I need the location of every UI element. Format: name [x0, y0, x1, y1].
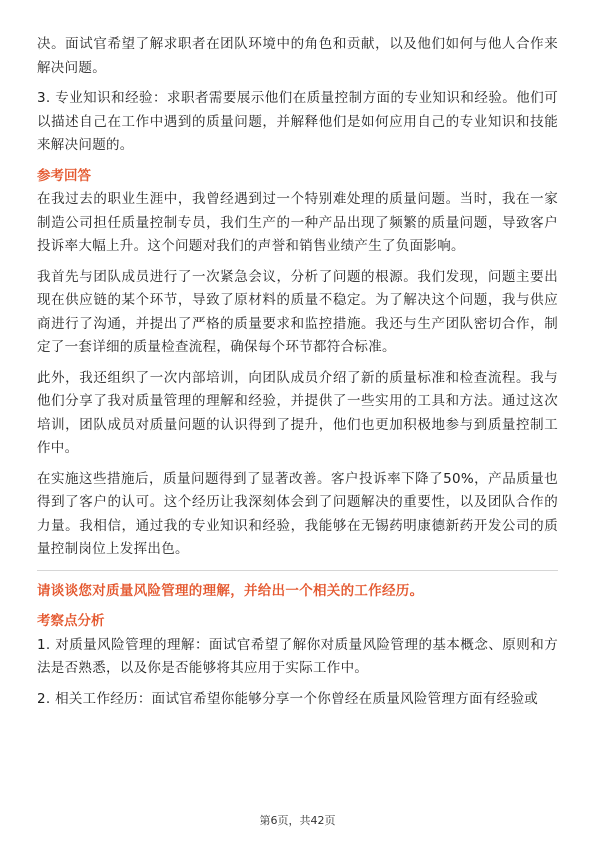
section-divider	[37, 570, 558, 571]
analysis-point-1: 1. 对质量风险管理的理解：面试官希望了解你对质量风险管理的基本概念、原则和方法是否熟悉，以及你是否能够将其应用于实际工作中。	[37, 636, 558, 676]
reference-answer-heading: 参考回答	[37, 167, 91, 184]
reference-paragraph: 此外，我还组织了一次内部培训，向团队成员介绍了新的质量标准和检查流程。我与他们分享了我对质量管理的理解和经验，并提供了一些实用的工具和方法。通过这次培训，团队成员对质量问题的认识得到了提升，他们也更加积极地参与到质量控制工作中。	[37, 369, 558, 456]
document-body	[37, 33, 558, 711]
page-number: 第6页，共42页	[259, 814, 336, 827]
reference-paragraph: 我首先与团队成员进行了一次紧急会议，分析了问题的根源。我们发现，问题主要出现在供应链的某个环节，导致了原材料的质量不稳定。为了解决这个问题，我与供应商进行了沟通，并提出了严格的质量要求和监控措施。我还与生产团队密切合作，制定了一套详细的质量检查流程，确保每个环节都符合标准。	[37, 268, 558, 355]
intro-point-3: 3. 专业知识和经验：求职者需要展示他们在质量控制方面的专业知识和经验。他们可以描述自己在工作中遇到的质量问题，并解释他们是如何应用自己的专业知识和技能来解决问题的。	[37, 90, 558, 153]
reference-paragraph: 在我过去的职业生涯中，我曾经遇到过一个特别难处理的质量问题。当时，我在一家制造公司担任质量控制专员，我们生产的一种产品出现了频繁的质量问题，导致客户投诉率大幅上升。这个问题对我们的声誉和销售业绩产生了负面影响。	[37, 191, 558, 254]
analysis-point-2: 2. 相关工作经历：面试官希望你能够分享一个你曾经在质量风险管理方面有经验或	[37, 690, 539, 707]
intro-paragraph: 决。面试官希望了解求职者在团队环境中的角色和贡献，以及他们如何与他人合作来解决问题。	[37, 36, 558, 76]
interview-question: 请谈谈您对质量风险管理的理解，并给出一个相关的工作经历。	[37, 582, 424, 599]
analysis-heading: 考察点分析	[37, 613, 105, 629]
reference-paragraph: 在实施这些措施后，质量问题得到了显著改善。客户投诉率下降了50%，产品质量也得到了客户的认可。这个经历让我深刻体会到了问题解决的重要性，以及团队合作的力量。我相信，通过我的专业知识和经验，我能够在无锡药明康德新药开发公司的质量控制岗位上发挥出色。	[37, 470, 558, 557]
